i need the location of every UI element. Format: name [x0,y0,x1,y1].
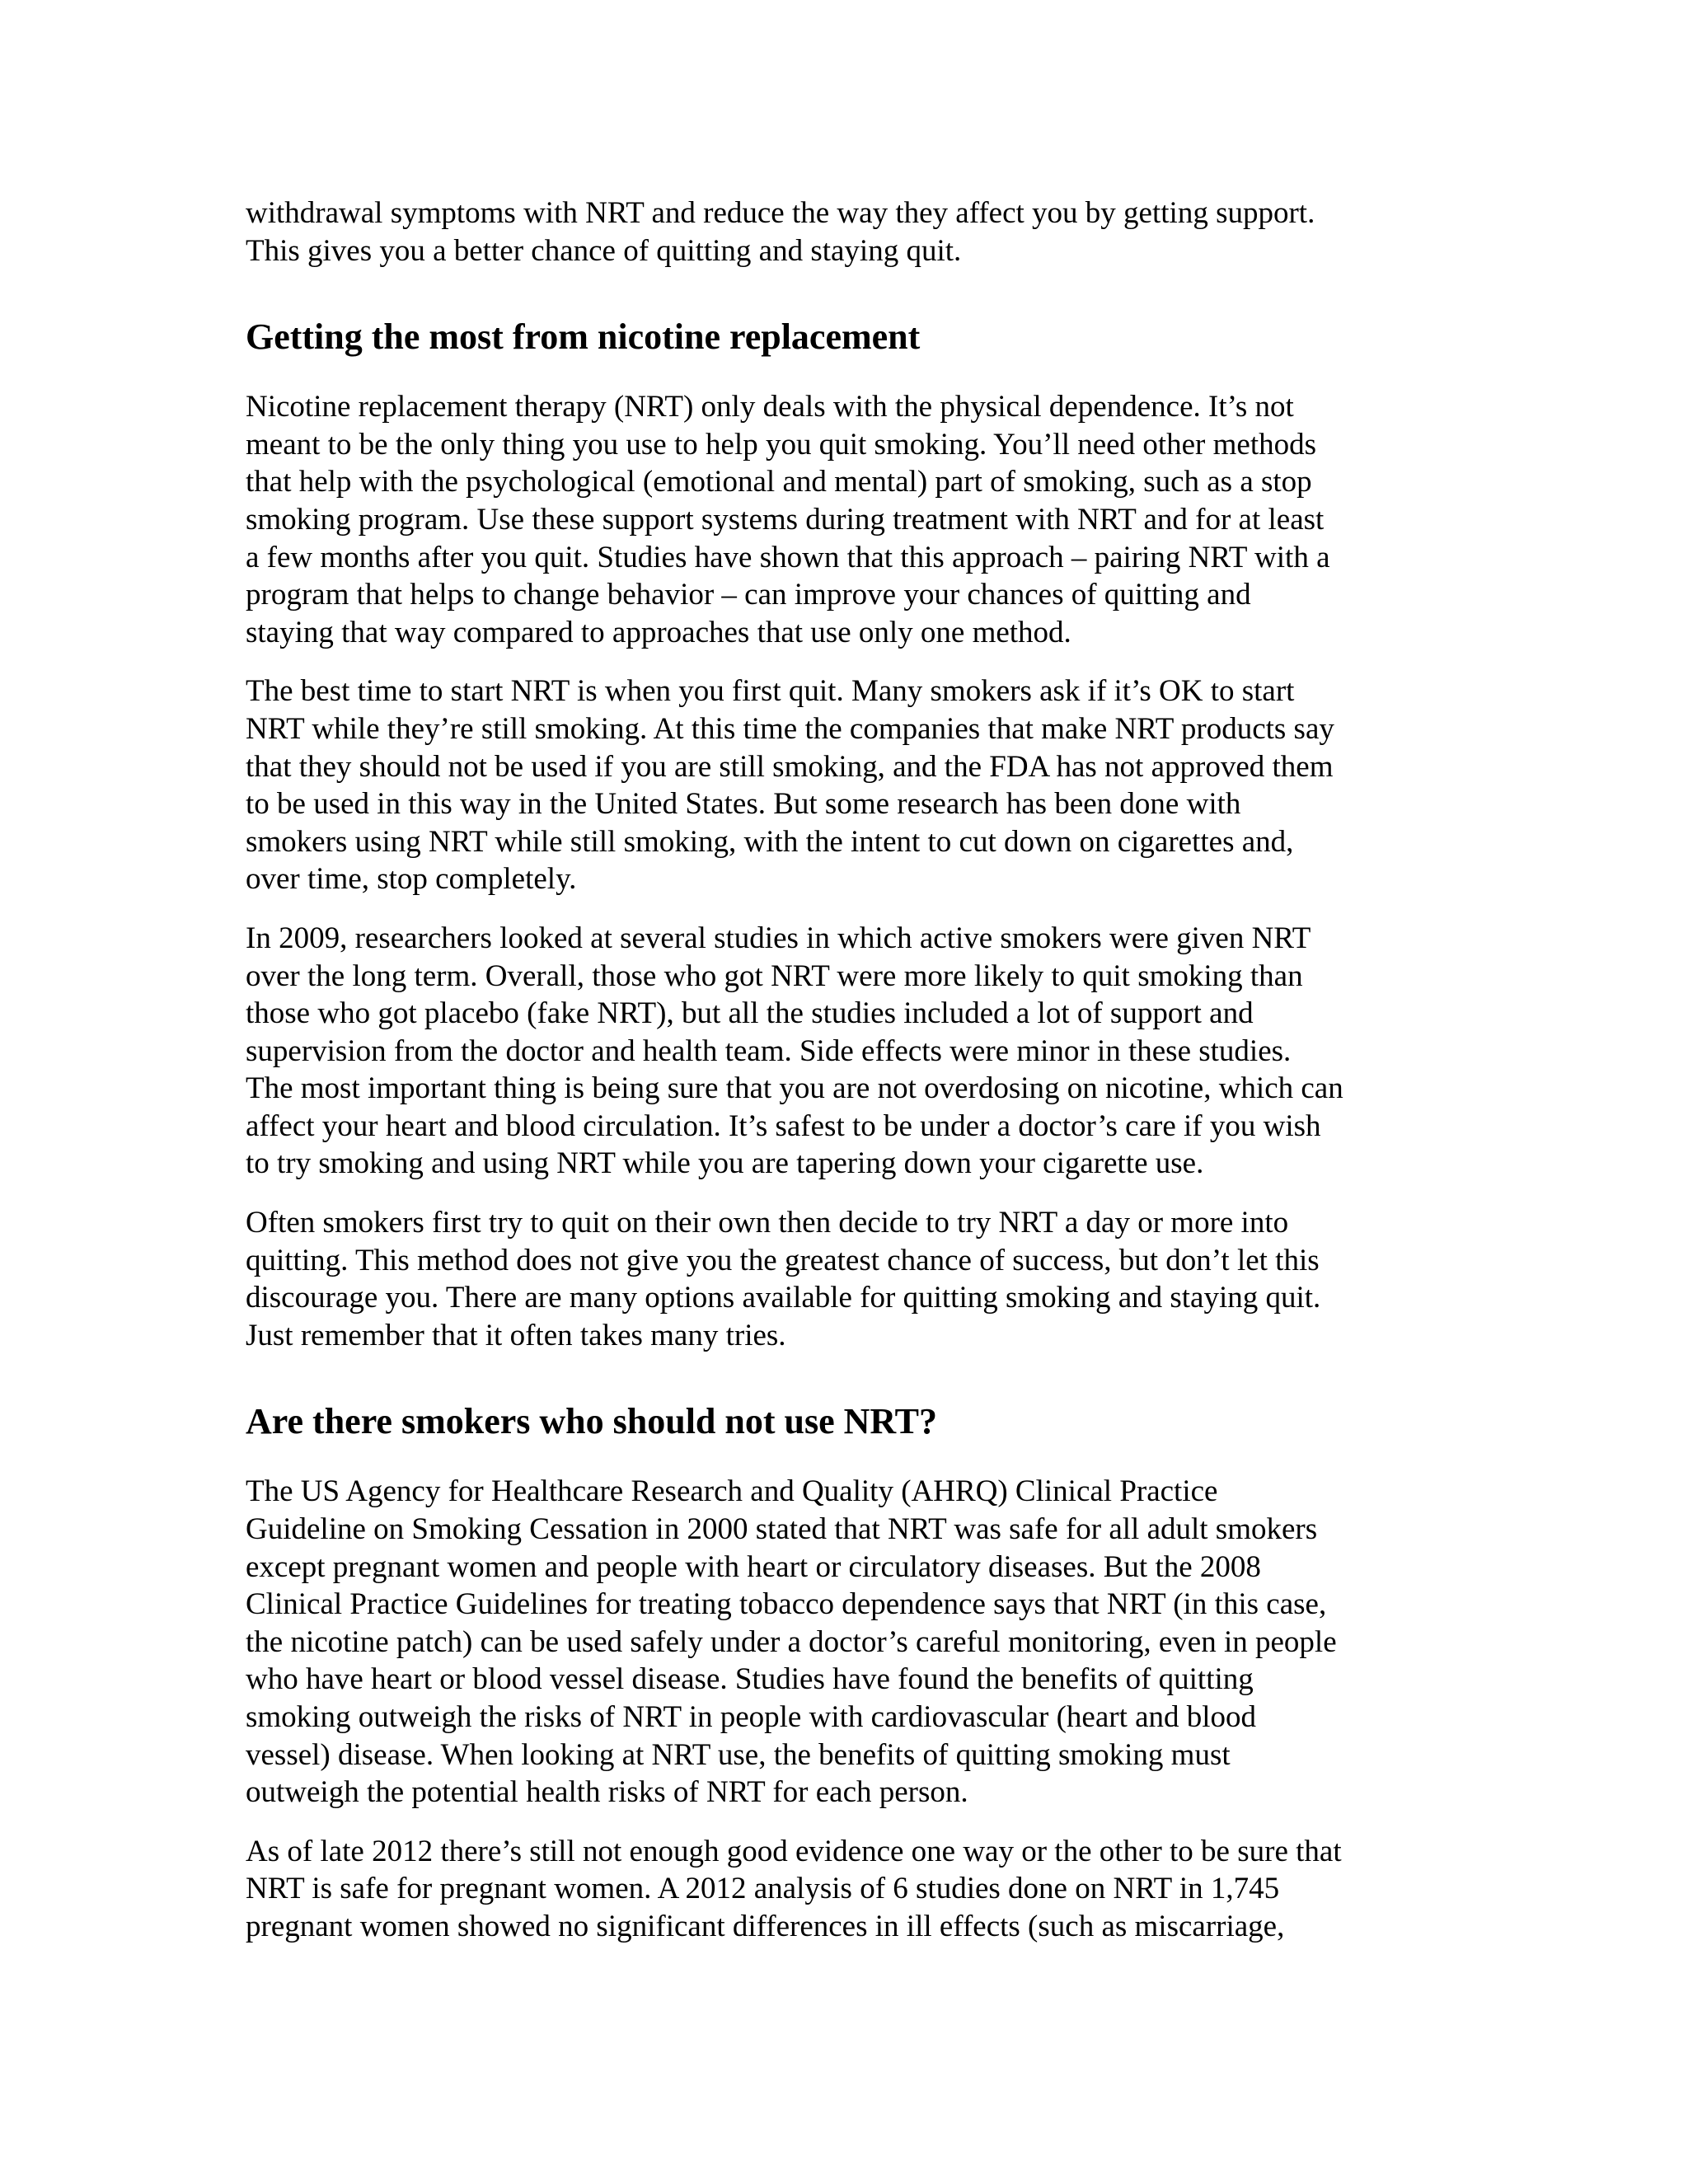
paragraph-best-time-to-start: The best time to start NRT is when you first quit. Many smokers ask if it’s OK to start NRT while they’re still smoking. At this time the companies that make NRT products say that they should not be used if you are still smoking, and the FDA has not approved them to be used in this way in the United States. But some research has been done with smokers using NRT while still smoking, with the intent to cut down on cigarettes and, over time, stop completely. [246,674,1334,897]
paragraph-quit-on-own: Often smokers first try to quit on their own then decide to try NRT a day or more into quitting. This method does not give you the greatest chance of success, but don’t let this discourage you. There are many options available for quitting smoking and staying quit. Just remember that it often takes many tries. [246,1206,1321,1352]
intro-paragraph: withdrawal symptoms with NRT and reduce the way they affect you by getting support. This gives you a better chance of quitting and staying quit. [246,196,1315,268]
section-heading-nrt-most: Getting the most from nicotine replacement [246,316,921,358]
paragraph-2009-research: In 2009, researchers looked at several studies in which active smokers were given NRT over the long term. Overall, those who got NRT were more likely to quit smoking than those who got placebo (fake NRT), but all the studies included a lot of support and supervision from the doctor and health team. Side effects were minor in these studies. The most important thing is being sure that you are not overdosing on nicotine, which can affect your heart and blood circulation. It’s safest to be under a doctor’s care if you wish to try smoking and using NRT while you are tapering down your cigarette use. [246,921,1343,1181]
paragraph-nrt-physical-dependence: Nicotine replacement therapy (NRT) only deals with the physical dependence. It’s not meant to be the only thing you use to help you quit smoking. You’ll need other methods that help with the psychological (emotional and mental) part of smoking, such as a stop smoking program. Use these support systems during treatment with NRT and for at least a few months after you quit. Studies have shown that this approach – pairing NRT with a program that helps to change behavior – can improve your chances of quitting and staying that way compared to approaches that use only one method. [246,390,1330,649]
section-heading-who-should-not-use: Are there smokers who should not use NRT? [246,1401,937,1442]
paragraph-ahrq-guideline: The US Agency for Healthcare Research and Quality (AHRQ) Clinical Practice Guideline on Smoking Cessation in 2000 stated that NRT was safe for all adult smokers except pregnant women and people with heart or circulatory diseases. But the 2008 Clinical Practice Guidelines for treating tobacco dependence says that NRT (in this case, the nicotine patch) can be used safely under a doctor’s careful monitoring, even in people who have heart or blood vessel disease. Studies have found the benefits of quitting smoking outweigh the risks of NRT in people with cardiovascular (heart and blood vessel) disease. When looking at NRT use, the benefits of quitting smoking must outweigh the potential health risks of NRT for each person. [246,1474,1337,1810]
document-page [246,194,1457,1967]
paragraph-pregnant-women: As of late 2012 there’s still not enough good evidence one way or the other to be sure that NRT is safe for pregnant women. A 2012 analysis of 6 studies done on NRT in 1,745 pregnant women showed no significant differences in ill effects (such as miscarriage, [246,1834,1342,1943]
